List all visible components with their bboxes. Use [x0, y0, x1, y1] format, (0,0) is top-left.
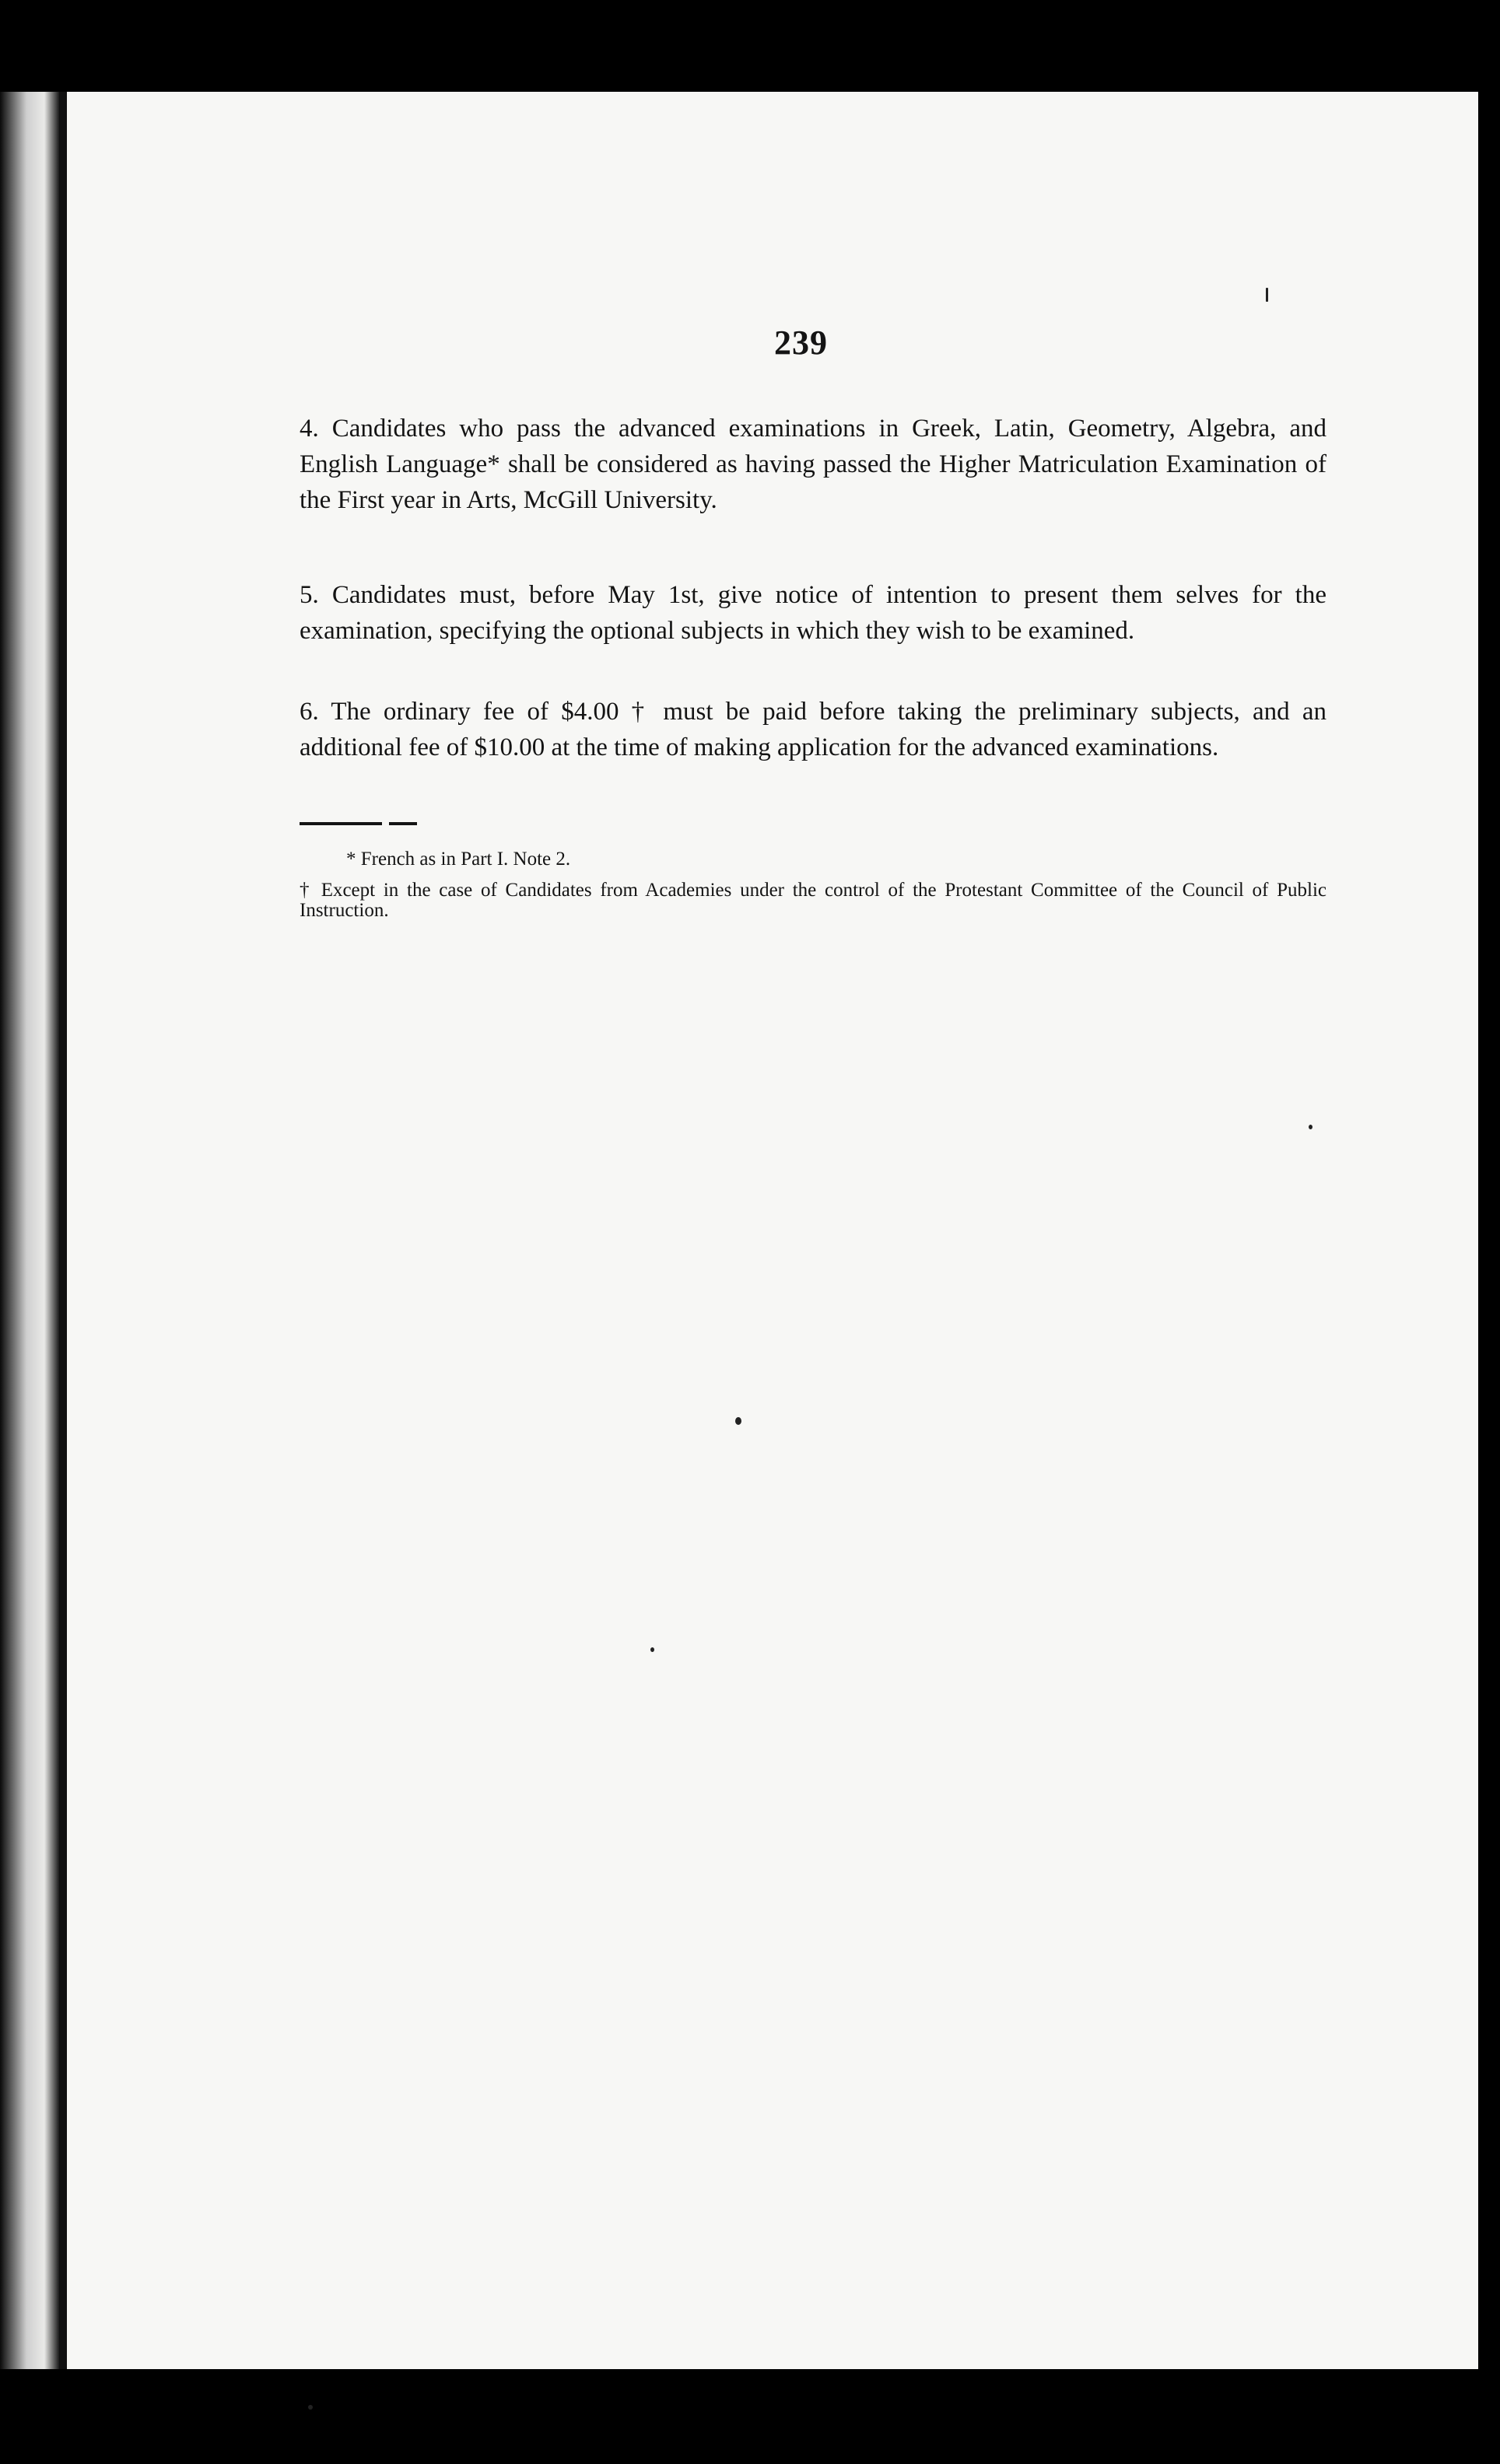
scan-left-margin: [0, 92, 59, 2369]
paragraph-5: 5. Candidates must, before May 1st, give notice of intention to present them selves for the examination, specifying the optional subjects in which they wish to be examined.: [300, 581, 1327, 645]
scan-speck: [1266, 288, 1268, 302]
paragraph-4: 4. Candidates who pass the advanced examinations in Greek, Latin, Geometry, Algebra, and English Language* shall be considered as having passed the Higher Matriculation Examination of the First year in Arts, McGill University.: [300, 415, 1327, 514]
footnote-2: † Except in the case of Candidates from Academies under the control of the Protestant Committee of the Council of Public Instruction.: [300, 880, 1327, 921]
footnote-1: * French as in Part I. Note 2.: [346, 849, 571, 870]
binding-edge: [59, 92, 67, 2369]
footnote-rule-short: [389, 822, 417, 825]
scan-speck: [650, 1647, 654, 1652]
scan-speck: [308, 2405, 313, 2410]
footnote-rule: [300, 822, 382, 825]
page-number: 239: [774, 324, 828, 362]
paragraph-6: 6. The ordinary fee of $4.00 † must be paid before taking the preliminary subjects, and an additional fee of $10.00 at the time of making application for the advanced examinations.: [300, 698, 1327, 761]
scan-speck: [735, 1417, 741, 1425]
scan-speck: [1309, 1125, 1312, 1129]
